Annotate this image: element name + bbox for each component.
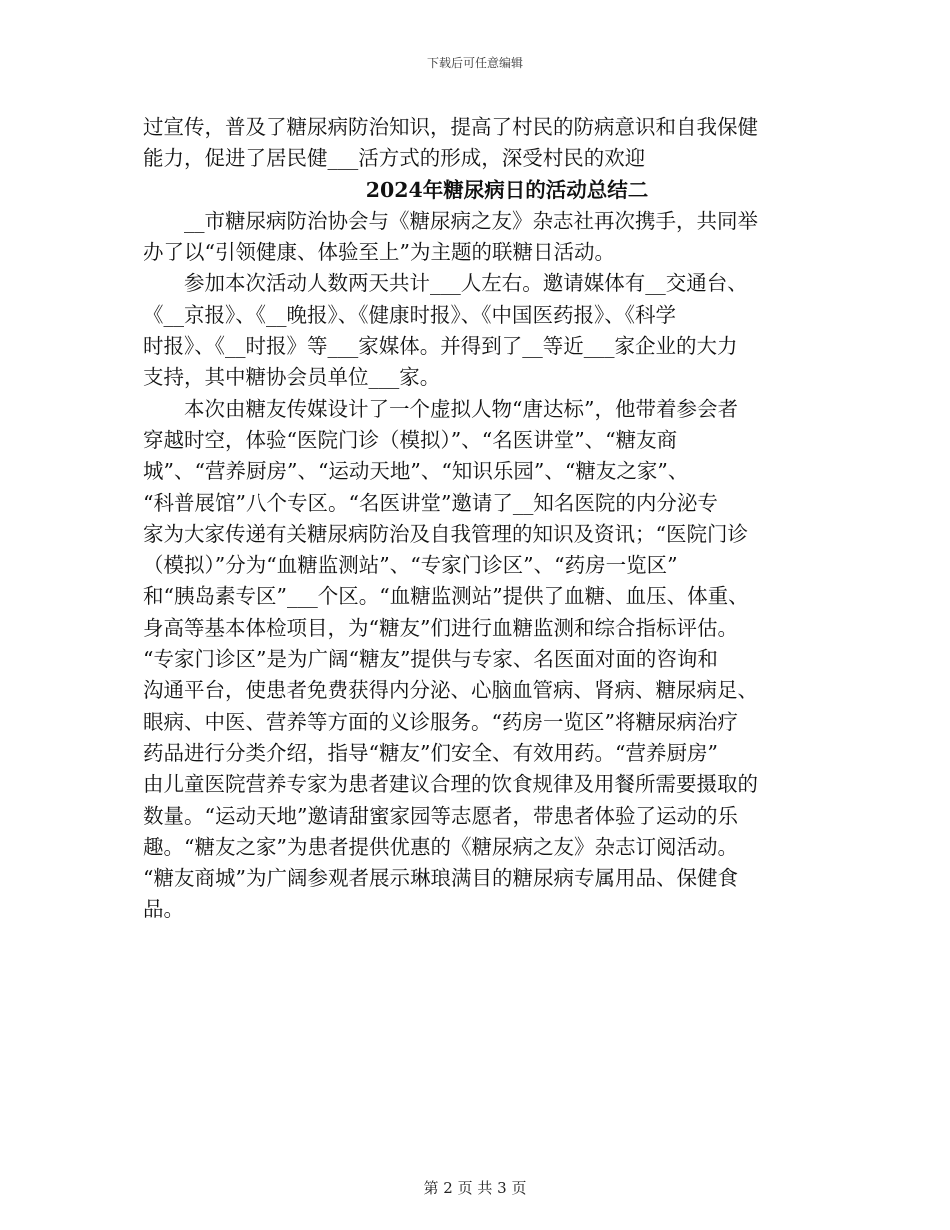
paragraph-line: 城”、“营养厨房”、“运动天地”、“知识乐园”、“糖友之家”、 [143,459,689,484]
paragraph-line: 能力，促进了居民健___活方式的形成，深受村民的欢迎 [143,146,646,171]
paragraph-line: 趣。“糖友之家”为患者提供优惠的《糖尿病之友》杂志订阅活动。 [143,834,738,859]
paragraph-line: 数量。“运动天地”邀请甜蜜家园等志愿者，带患者体验了运动的乐 [143,803,738,828]
section-title: 2024年糖尿病日的活动总结二 [365,177,649,202]
paragraph-line: （模拟）”分为“血糖监测站”、“专家门诊区”、“药房一览区” [143,553,678,578]
paragraph-line: 家为大家传递有关糖尿病防治及自我管理的知识及资讯；“医院门诊 [143,521,748,546]
paragraph-line: 办了以“引领健康、体验至上”为主题的联糖日活动。 [143,240,615,265]
paragraph-line: 和“胰岛素专区”___个区。“血糖监测站”提供了血糖、血压、体重、 [143,584,749,609]
paragraph-line: 本次由糖友传媒设计了一个虚拟人物“唐达标”，他带着参会者 [143,396,738,421]
paragraph-line: 支持，其中糖协会员单位___家。 [143,365,441,390]
paragraph-line: 身高等基本体检项目，为“糖友”们进行血糖监测和综合指标评估。 [143,615,738,640]
paragraph-line: __市糖尿病防治协会与《糖尿病之友》杂志社再次携手，共同举 [143,208,758,233]
paragraph-line: “科普展馆”八个专区。“名医讲堂”邀请了__知名医院的内分泌专 [143,490,718,515]
paragraph-line: 穿越时空，体验“医院门诊（模拟）”、“名医讲堂”、“糖友商 [143,427,678,452]
paragraph-line: 眼病、中医、营养等方面的义诊服务。“药房一览区”将糖尿病治疗 [143,709,738,734]
paragraph-line: 参加本次活动人数两天共计___人左右。邀请媒体有__交通台、 [143,271,748,296]
paragraph-line: 由儿童医院营养专家为患者建议合理的饮食规律及用餐所需要摄取的 [143,772,758,797]
paragraph-line: 品。 [143,897,184,922]
document-body [143,112,823,926]
paragraph-line: “糖友商城”为广阔参观者展示琳琅满目的糖尿病专属用品、保健食 [143,866,738,891]
paragraph-line: “专家门诊区”是为广阔“糖友”提供与专家、名医面对面的咨询和 [143,647,718,672]
paragraph-line: 时报》、《__时报》等___家媒体。并得到了__等近___家企业的大力 [143,334,738,359]
page-header: 下载后可任意编辑 [426,56,523,70]
paragraph-line: 沟通平台，使患者免费获得内分泌、心脑血管病、肾病、糖尿病足、 [143,678,758,703]
paragraph-line: 药品进行分类介绍，指导“糖友”们安全、有效用药。“营养厨房” [143,740,718,765]
paragraph-line: 《__京报》、《__晚报》、《健康时报》、《中国医药报》、《科学 [143,302,676,327]
paragraph-line: 过宣传，普及了糖尿病防治知识，提高了村民的防病意识和自我保健 [143,115,758,139]
page-footer: 第 2 页 共 3 页 [423,1179,527,1197]
